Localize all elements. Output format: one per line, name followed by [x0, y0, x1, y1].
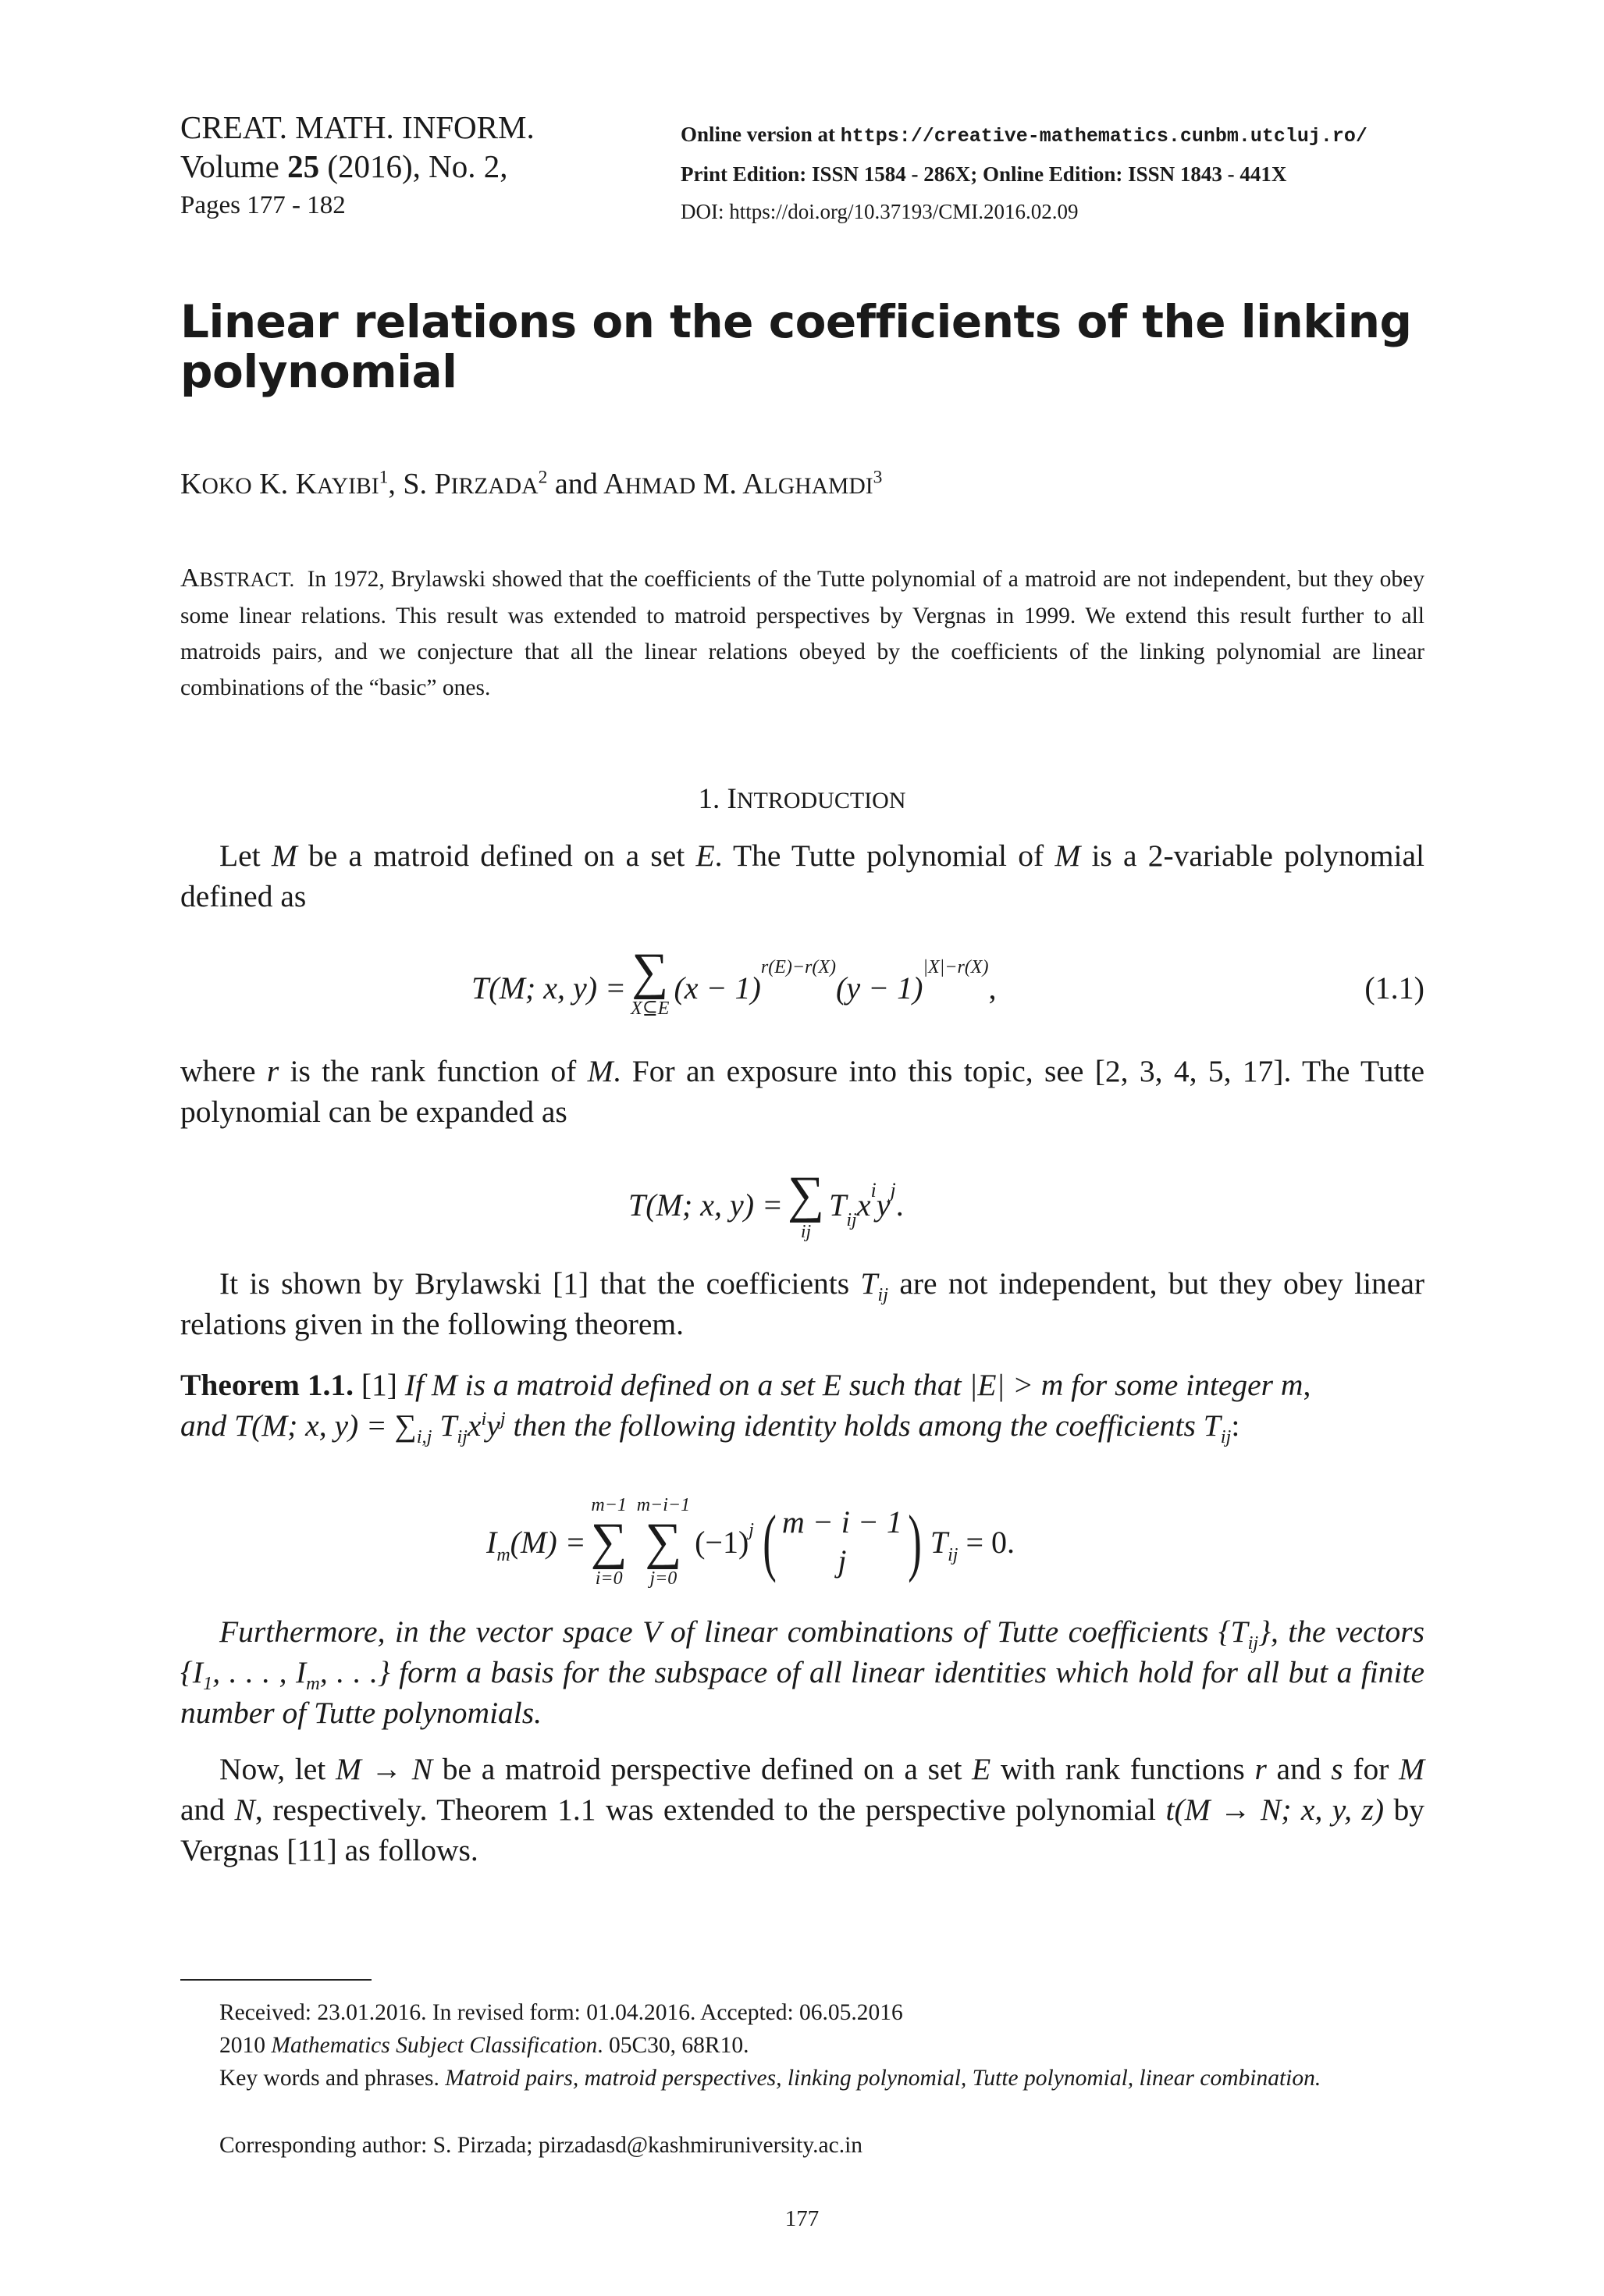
journal-header: [180, 108, 535, 225]
perspective-paragraph: Now, let M → N be a matroid perspective defined on a set E with rank functions r and s for M and N, respectively. Theorem 1.1 was extended to the perspective polynomial t(M → N; x, y, z) by Vergnas [11] as follows.: [180, 1752, 1424, 1867]
page-number: 177: [784, 2206, 820, 2231]
footnote-separator: [180, 1979, 372, 1981]
inner-summation: m−i−1 ∑ j=0: [636, 1495, 691, 1589]
issn-line: Print Edition: ISSN 1584 - 286X; Online Edition: ISSN 1843 - 441X: [681, 162, 1287, 186]
abstract-text: In 1972, Brylawski showed that the coefficients of the Tutte polynomial of a matroid are not independent, but they obey some linear relations. This result was extended to matroid perspectives by Vergnas in 1999. We extend this result further to all matroids pairs, and we conjecture that all the linear relations obeyed by the coefficients of the linking polynomial are linear combinations of the “basic” ones.: [180, 567, 1424, 700]
equation-theorem-identity: I m (M) = m−1 ∑ i=0 m−i−1 ∑ j=0 (−1) j ( m − i − 1 j ) T ij = 0.: [486, 1495, 1015, 1589]
equation-tutte-expansion: T(M; x, y) = ∑ ij T ij x i y j .: [628, 1166, 904, 1242]
paper-title: Linear relations on the coefficients of the linking polynomial: [180, 295, 1412, 398]
online-url-link[interactable]: https://creative-mathematics.cunbm.utcluj.ro/: [840, 125, 1367, 148]
footnote-keywords: Key words and phrases. Matroid pairs, matroid perspectives, linking polynomial, Tutte polynomial, linear combination.: [219, 2066, 1321, 2091]
section-heading: 1. INTRODUCTION: [698, 783, 906, 815]
footnote-received: Received: 23.01.2016. In revised form: 01.04.2016. Accepted: 06.05.2016: [219, 2000, 903, 2025]
theorem-label: Theorem 1.1.: [180, 1368, 354, 1402]
binomial-coefficient: ( m − i − 1 j ): [763, 1500, 922, 1583]
abstract: ABSTRACT. In 1972, Brylawski showed that the coefficients of the Tutte polynomial of a matroid are not independent, but they obey some linear relations. This result was extended to matroid perspectives by Vergnas in 1999. We extend this result further to all matroids pairs, and we conjecture that all the linear relations obeyed by the coefficients of the linking polynomial are linear combinations of the “basic” ones.: [180, 564, 1424, 700]
theorem-1-1: Theorem 1.1. [1] If M is a matroid defined on a set E such that |E| > m for some integer m, and T(M; x, $y) = \sum_{i,j}$ $T_{ij}x^iy^j$ then the following identity holds among the coefficients $T_{ij}$:: [180, 1368, 1311, 1447]
intro-paragraph-3: It is shown by Brylawski [1] that the coefficients $T_{ij}$ are not independent, but they obey linear relations given in the following theorem.: [180, 1266, 1425, 1341]
outer-summation: m−1 ∑ i=0: [590, 1495, 628, 1589]
pages-range: Pages 177 - 182: [180, 191, 346, 219]
author-list: KOKO K. KAYIBI$^1$, S. PIRZADA$^2$ and AHMAD M. ALGHAMDI$^3$: [180, 467, 883, 500]
doi-line[interactable]: DOI: https://doi.org/10.37193/CMI.2016.02.09: [681, 200, 1079, 223]
footnote-msc: 2010 Mathematics Subject Classification. 05C30, 68R10.: [219, 2033, 749, 2058]
intro-paragraph-2: where r is the rank function of M. For an exposure into this topic, see [2, 3, 4, 5, 17]. The Tutte polynomial can be expanded as: [180, 1054, 1424, 1129]
intro-paragraph-1: Let M be a matroid defined on a set E. The Tutte polynomial of M is a 2-variable polynomial defined as: [180, 838, 1425, 913]
theorem-1-1-continuation: Furthermore, in the vector space V of linear combinations of Tutte coefficients $\{T_{ij}\}$, the vectors {$I_1$, . . . , $I_m$, . . .} form a basis for the subspace of all linear identities which hold for all but a finite number of Tutte polynomials.: [180, 1614, 1425, 1730]
volume-line: Volume 25 (2016), No. 2,: [180, 148, 508, 184]
summation-symbol: ∑ ij: [788, 1166, 825, 1242]
equation-number: (1.1): [1364, 970, 1424, 1006]
equation-1-1: T(M; x, y) = ∑ X⊆E (x − 1) r(E)−r(X) (y − 1) |X|−r(X) , (1.1): [471, 943, 1424, 1019]
online-version: Online version at https://creative-mathematics.cunbm.utcluj.ro/: [681, 123, 1367, 148]
footnote-corresponding-author: Corresponding author: S. Pirzada; pirzadasd@kashmiruniversity.ac.in: [219, 2133, 863, 2158]
summation-symbol: ∑ X⊆E: [631, 943, 670, 1019]
publication-info: [681, 116, 1367, 230]
journal-name: CREAT. MATH. INFORM.: [180, 109, 535, 145]
